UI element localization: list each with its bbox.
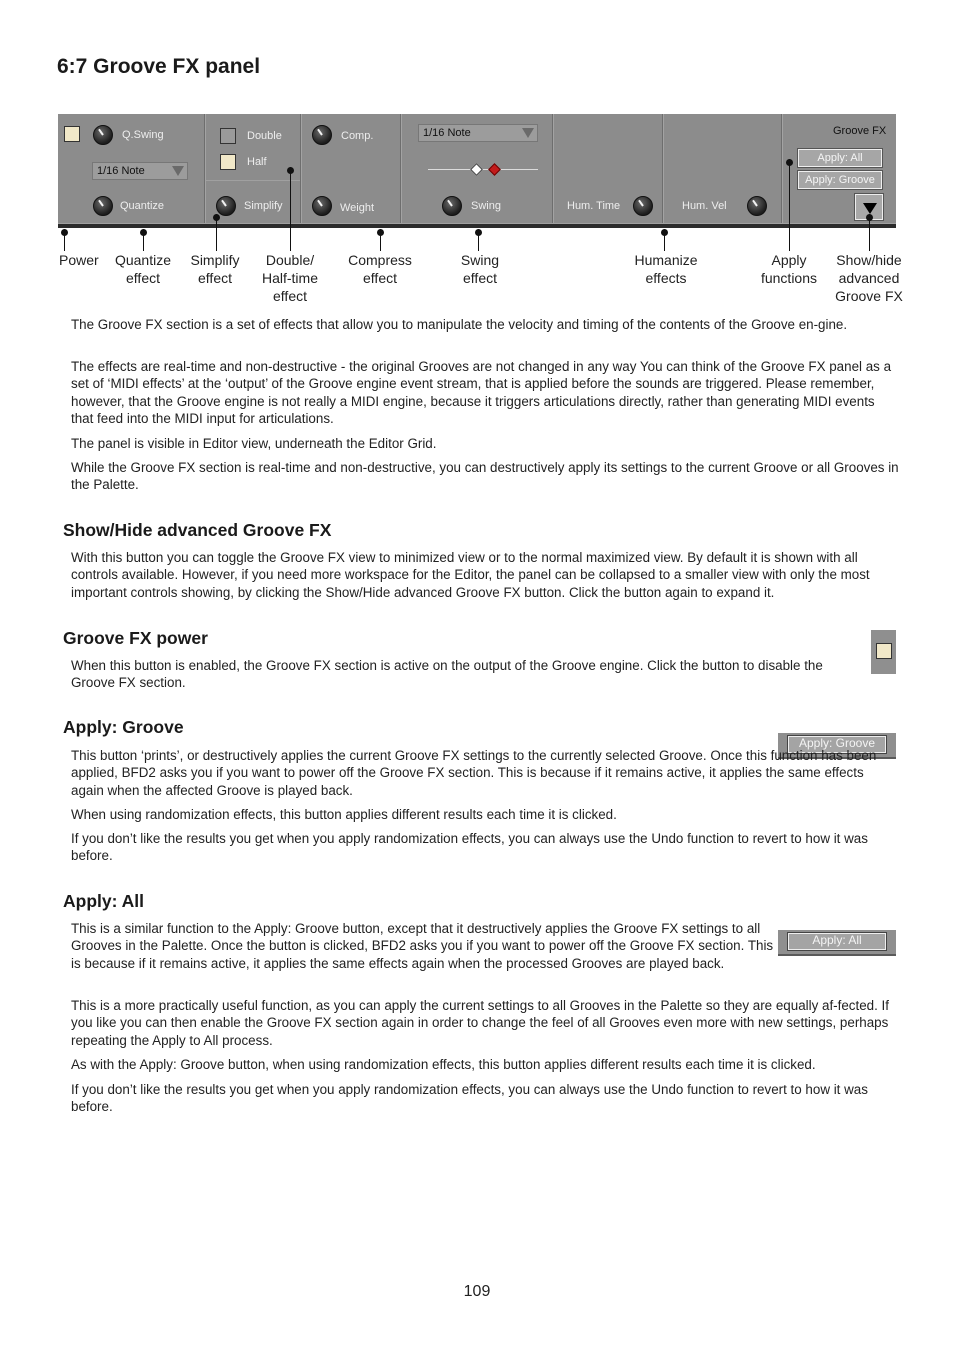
apply-all-paragraph: If you don’t like the results you get when you apply randomization effects, you can always use the Undo function to revert to how it was before. <box>71 1082 868 1115</box>
callout-apply: Apply functions <box>760 252 818 286</box>
apply-all-heading: Apply: All <box>63 891 145 911</box>
half-checkbox[interactable] <box>220 154 236 170</box>
callout-swing: Swing effect <box>460 252 500 286</box>
callout-line <box>216 214 217 251</box>
dropdown-arrow-icon <box>522 128 534 138</box>
qswing-label: Q.Swing <box>122 129 164 141</box>
callout-double-half: Double/ Half-time effect <box>261 252 318 304</box>
hum-vel-label: Hum. Vel <box>682 200 727 212</box>
power-checkbox-icon <box>876 643 892 659</box>
callout-line <box>290 167 291 251</box>
apply-groove-button[interactable]: Apply: Groove <box>798 171 882 189</box>
callout-line <box>380 229 381 251</box>
triangle-down-icon <box>863 203 877 214</box>
callout-line <box>478 229 479 251</box>
hum-vel-knob[interactable] <box>747 196 767 216</box>
comp-label: Comp. <box>341 130 374 142</box>
weight-knob[interactable] <box>312 196 332 216</box>
apply-groove-heading: Apply: Groove <box>63 717 184 737</box>
callout-line <box>789 159 790 251</box>
simplify-knob[interactable] <box>216 196 236 216</box>
quantize-note-value: 1/16 Note <box>97 165 145 177</box>
power-heading: Groove FX power <box>63 628 208 648</box>
double-checkbox[interactable] <box>220 128 236 144</box>
callout-line <box>143 229 144 251</box>
callout-showhide: Show/hide advanced Groove FX <box>835 252 903 304</box>
intro-paragraph: The panel is visible in Editor view, underneath the Editor Grid. <box>71 436 437 451</box>
apply-groove-paragraph: This button ‘prints’, or destructively applies the current Groove FX settings to the currently selected Groove. Once this function has been applied, BFD2 asks you if you want to power off the Groove FX section. This is because if it remains active, it applies the same effects again when the affected Groove is played back. <box>71 748 877 798</box>
apply-all-paragraph: This is a more practically useful function, as you can apply the current settings to all Grooves in the Palette so they are equally af-fected. If you like you can then enable the Groove FX section again in order to change the feel of all Grooves even more with new settings, perhaps repeating the Apply to All process. <box>71 998 889 1048</box>
intro-paragraph: While the Groove FX section is real-time and non-destructive, you can destructively apply its settings to the current Groove or all Grooves in the Palette. <box>71 460 899 493</box>
callout-compress: Compress effect <box>348 252 412 286</box>
swing-note-dropdown[interactable] <box>418 124 538 142</box>
callout-simplify: Simplify effect <box>190 252 240 286</box>
swing-label: Swing <box>471 200 501 212</box>
weight-label: Weight <box>340 202 375 214</box>
apply-groove-image-label: Apply: Groove <box>788 736 886 753</box>
page-title: 6:7 Groove FX panel <box>57 55 261 78</box>
double-label: Double <box>247 130 282 142</box>
showhide-paragraph: With this button you can toggle the Groove FX view to minimized view or to the normal maximized view. By default it is shown with all controls available. However, if you need more workspace for the Editor, the panel can be collapsed to a smaller view with only the most important controls showing, by clicking the Show/Hide advanced Groove FX button. Click the button again to expand it. <box>71 550 870 600</box>
hum-time-knob[interactable] <box>633 196 653 216</box>
quantize-knob[interactable] <box>93 196 113 216</box>
swing-marker-red-icon <box>488 163 501 176</box>
quantize-label: Quantize <box>120 200 165 212</box>
page-number: 109 <box>463 1283 491 1300</box>
swing-note-value: 1/16 Note <box>423 127 471 139</box>
callout-quantize: Quantize effect <box>114 252 172 286</box>
comp-knob[interactable] <box>312 125 332 145</box>
qswing-knob[interactable] <box>93 125 113 145</box>
power-checkbox[interactable] <box>64 126 80 142</box>
callout-humanize: Humanize effects <box>634 252 698 286</box>
simplify-label: Simplify <box>244 200 283 212</box>
apply-all-button[interactable]: Apply: All <box>798 149 882 167</box>
apply-all-paragraph: As with the Apply: Groove button, when using randomization effects, this button applies different results each time it is clicked. <box>71 1057 816 1072</box>
power-paragraph: When this button is enabled, the Groove FX section is active on the output of the Groove engine. Click the button to disable the Groove FX section. <box>71 658 823 691</box>
callout-line <box>64 229 65 251</box>
callout-line <box>664 229 665 251</box>
dropdown-arrow-icon <box>172 166 184 176</box>
callout-power: Power <box>59 252 99 268</box>
apply-all-paragraph: This is a similar function to the Apply: Groove button, except that it destructively applies the Groove FX settings to all Grooves in the Palette. Once the button is clicked, BFD2 asks you if you want to power off the Groove FX section. This is because if it remains active, it applies the same effects again when the processed Grooves are played back. <box>71 921 774 971</box>
power-button-image <box>871 630 896 674</box>
apply-all-image-label: Apply: All <box>788 933 886 950</box>
showhide-heading: Show/Hide advanced Groove FX <box>63 520 332 540</box>
apply-groove-paragraph: When using randomization effects, this button applies different results each time it is clicked. <box>71 807 617 822</box>
quantize-note-dropdown[interactable] <box>92 162 188 180</box>
intro-paragraph: The Groove FX section is a set of effects that allow you to manipulate the velocity and timing of the contents of the Groove en-gine. <box>71 317 848 332</box>
groove-fx-panel <box>58 114 896 228</box>
apply-all-image <box>778 930 896 956</box>
groove-fx-label: Groove FX <box>833 125 887 137</box>
apply-groove-paragraph: If you don’t like the results you get when you apply randomization effects, you can always use the Undo function to revert to how it was before. <box>71 831 868 864</box>
half-label: Half <box>247 156 267 168</box>
callout-line <box>869 214 870 251</box>
intro-paragraph: The effects are real-time and non-destructive - the original Grooves are not changed in any way You can think of the Groove FX panel as a set of ‘MIDI effects’ at the ‘output’ of the Groove engine event stream, that is applied before the sounds are triggered. Please remember, however, that the Groove engine is not really a MIDI engine, because it triggers articulations directly, rather than generating MIDI events that feed into the MIDI input for articulations. <box>71 359 892 426</box>
swing-knob[interactable] <box>442 196 462 216</box>
hum-time-label: Hum. Time <box>567 200 621 212</box>
swing-marker-white-icon <box>470 163 483 176</box>
